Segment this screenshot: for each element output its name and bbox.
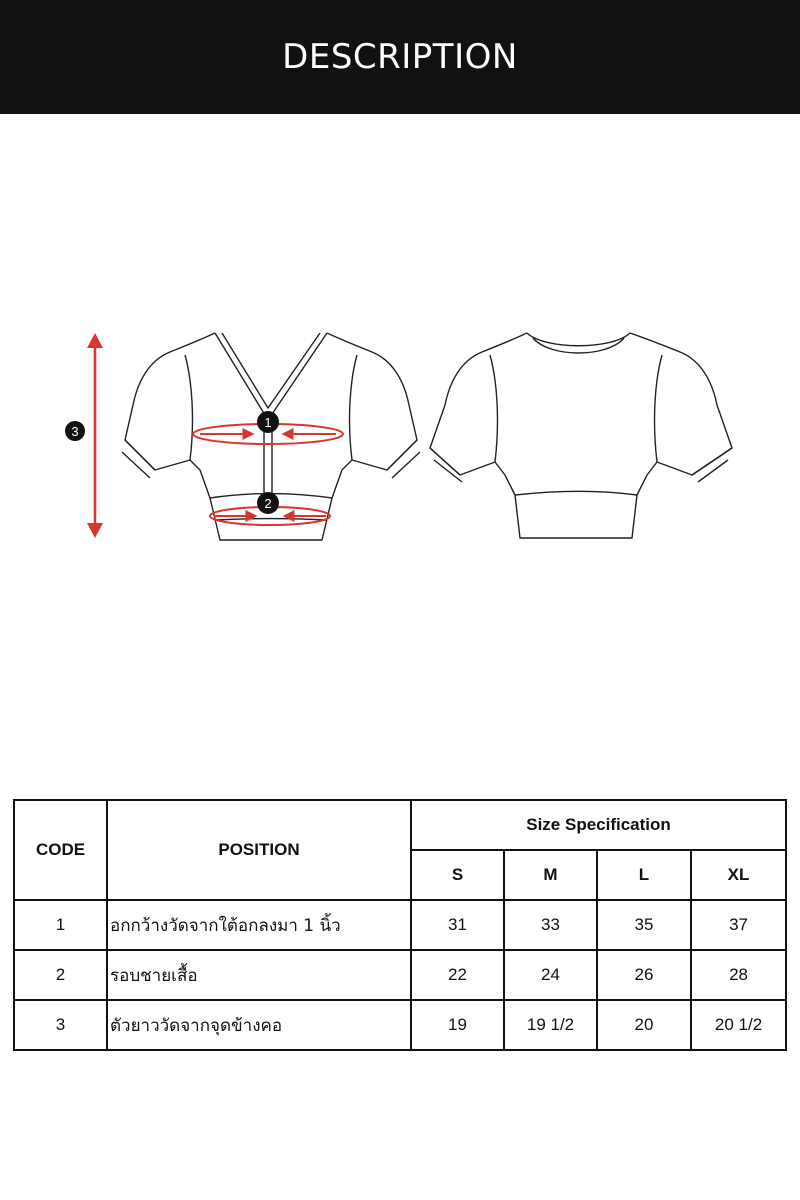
row-position: ตัวยาววัดจากจุดข้างคอ xyxy=(107,1000,411,1050)
row-code: 2 xyxy=(14,950,107,1000)
marker-1-label: 1 xyxy=(264,415,272,430)
size-spec-table xyxy=(13,799,787,1051)
table-row xyxy=(14,950,786,1000)
row-value-m: 19 1/2 xyxy=(504,1000,597,1050)
garment-diagram xyxy=(0,300,800,580)
row-value-s: 22 xyxy=(411,950,504,1000)
row-value-xl: 37 xyxy=(691,900,786,950)
code-header: CODE xyxy=(14,800,107,900)
row-value-s: 31 xyxy=(411,900,504,950)
size-l-header: L xyxy=(597,850,691,900)
position-header: POSITION xyxy=(107,800,411,900)
row-value-l: 20 xyxy=(597,1000,691,1050)
header-bar xyxy=(0,0,800,114)
page-title: DESCRIPTION xyxy=(282,37,518,77)
row-position: อกกว้างวัดจากใต้อกลงมา 1 นิ้ว xyxy=(107,900,411,950)
marker-3-badge xyxy=(65,421,85,441)
row-value-l: 35 xyxy=(597,900,691,950)
row-code: 1 xyxy=(14,900,107,950)
row-code: 3 xyxy=(14,1000,107,1050)
row-value-l: 26 xyxy=(597,950,691,1000)
row-value-xl: 20 1/2 xyxy=(691,1000,786,1050)
size-s-header: S xyxy=(411,850,504,900)
size-xl-header: XL xyxy=(691,850,786,900)
length-arrow xyxy=(87,333,103,538)
row-value-m: 33 xyxy=(504,900,597,950)
marker-2-label: 2 xyxy=(264,496,272,511)
marker-3-label: 3 xyxy=(71,424,79,439)
back-cardigan xyxy=(430,333,732,538)
chest-measure xyxy=(193,411,343,444)
row-value-s: 19 xyxy=(411,1000,504,1050)
size-spec-header: Size Specification xyxy=(411,800,786,850)
row-value-xl: 28 xyxy=(691,950,786,1000)
row-position: รอบชายเสื้อ xyxy=(107,950,411,1000)
table-row xyxy=(14,900,786,950)
size-m-header: M xyxy=(504,850,597,900)
table-row xyxy=(14,1000,786,1050)
row-value-m: 24 xyxy=(504,950,597,1000)
